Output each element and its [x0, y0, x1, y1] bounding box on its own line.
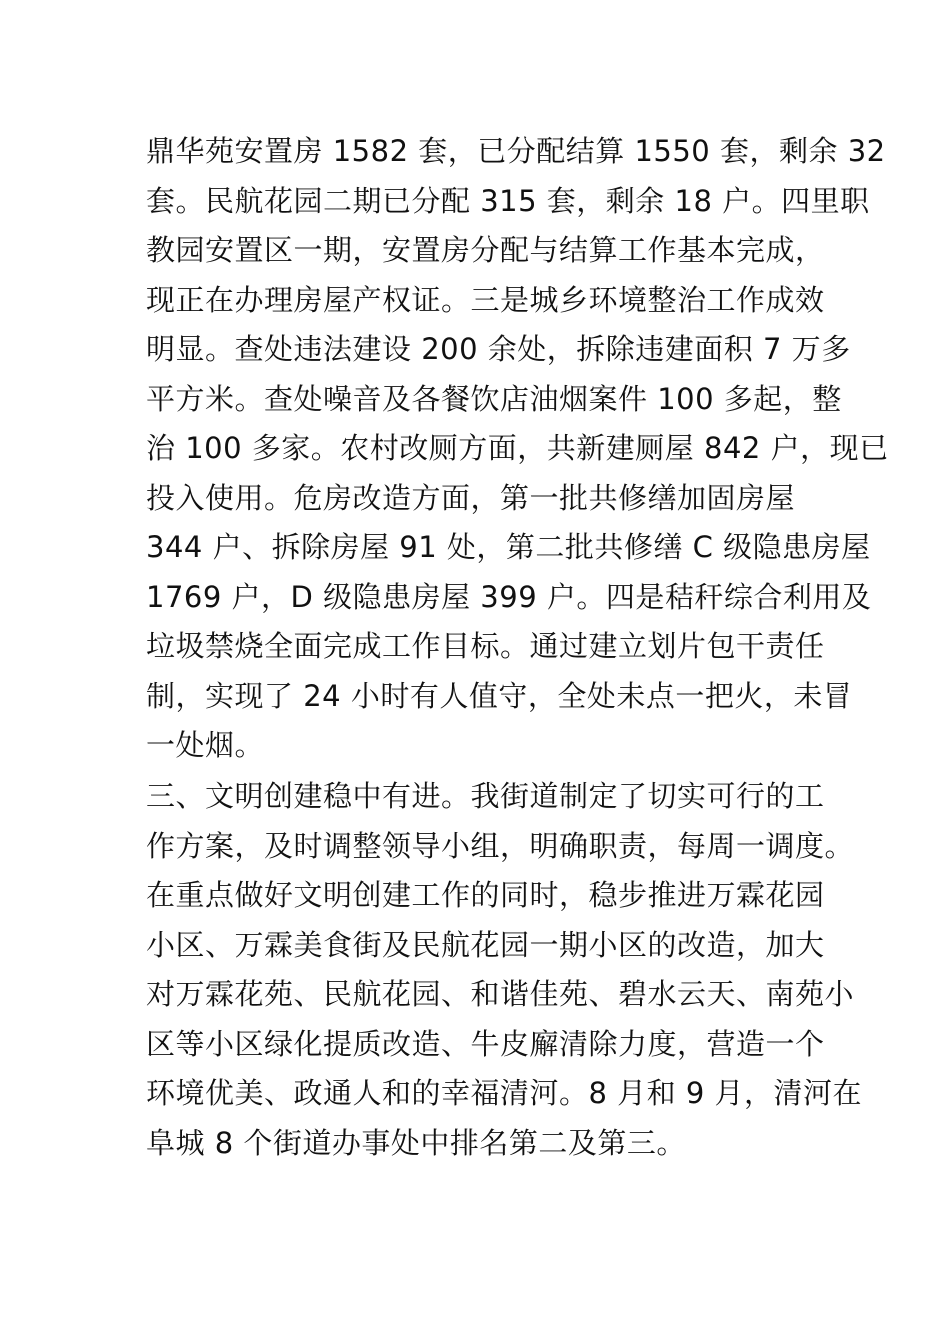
text-line: 344 户、拆除房屋 91 处，第二批共修缮 C 级隐患房屋: [146, 530, 871, 564]
text-line: 明显。查处违法建设 200 余处，拆除违建面积 7 万多: [146, 332, 851, 366]
text-line: 一处烟。: [146, 728, 265, 762]
text-line: 教园安置区一期，安置房分配与结算工作基本完成，: [146, 233, 825, 267]
text-line: 在重点做好文明创建工作的同时，稳步推进万霖花园: [146, 878, 825, 912]
paragraph-1: [146, 127, 889, 771]
text-line: 套。民航花园二期已分配 315 套，剩余 18 户。四里职: [146, 183, 870, 218]
paragraph-2: [146, 772, 863, 1168]
text-line: 平方米。查处噪音及各餐饮店油烟案件 100 多起，整: [146, 381, 842, 416]
text-line: 制，实现了 24 小时有人值守，全处未点一把火，未冒: [146, 678, 853, 713]
text-line: 鼎华苑安置房 1582 套，已分配结算 1550 套，剩余 32: [146, 134, 886, 168]
text-line: 垃圾禁烧全面完成工作目标。通过建立划片包干责任: [146, 629, 825, 663]
text-line: 阜城 8 个街道办事处中排名第二及第三。: [146, 1125, 686, 1160]
text-line: 环境优美、政通人和的幸福清河。8 月和 9 月，清河在: [146, 1076, 863, 1110]
text-line: 现正在办理房屋产权证。三是城乡环境整治工作成效: [146, 282, 825, 317]
text-line: 区等小区绿化提质改造、牛皮廨清除力度，营造一个: [146, 1026, 825, 1061]
text-line: 三、文明创建稳中有进。我街道制定了切实可行的工: [146, 779, 825, 813]
text-line: 作方案，及时调整领导小组，明确职责，每周一调度。: [146, 828, 855, 863]
text-line: 小区、万霖美食街及民航花园一期小区的改造，加大: [146, 927, 825, 962]
text-line: 对万霖花苑、民航花园、和谐佳苑、碧水云天、南苑小: [146, 977, 855, 1011]
text-line: 1769 户，D 级隐患房屋 399 户。四是秸秆综合利用及: [146, 579, 872, 614]
text-line: 治 100 多家。农村改厕方面，共新建厕屋 842 户，现已: [146, 431, 889, 465]
text-line: 投入使用。危房改造方面，第一批共修缮加固房屋: [146, 480, 796, 515]
